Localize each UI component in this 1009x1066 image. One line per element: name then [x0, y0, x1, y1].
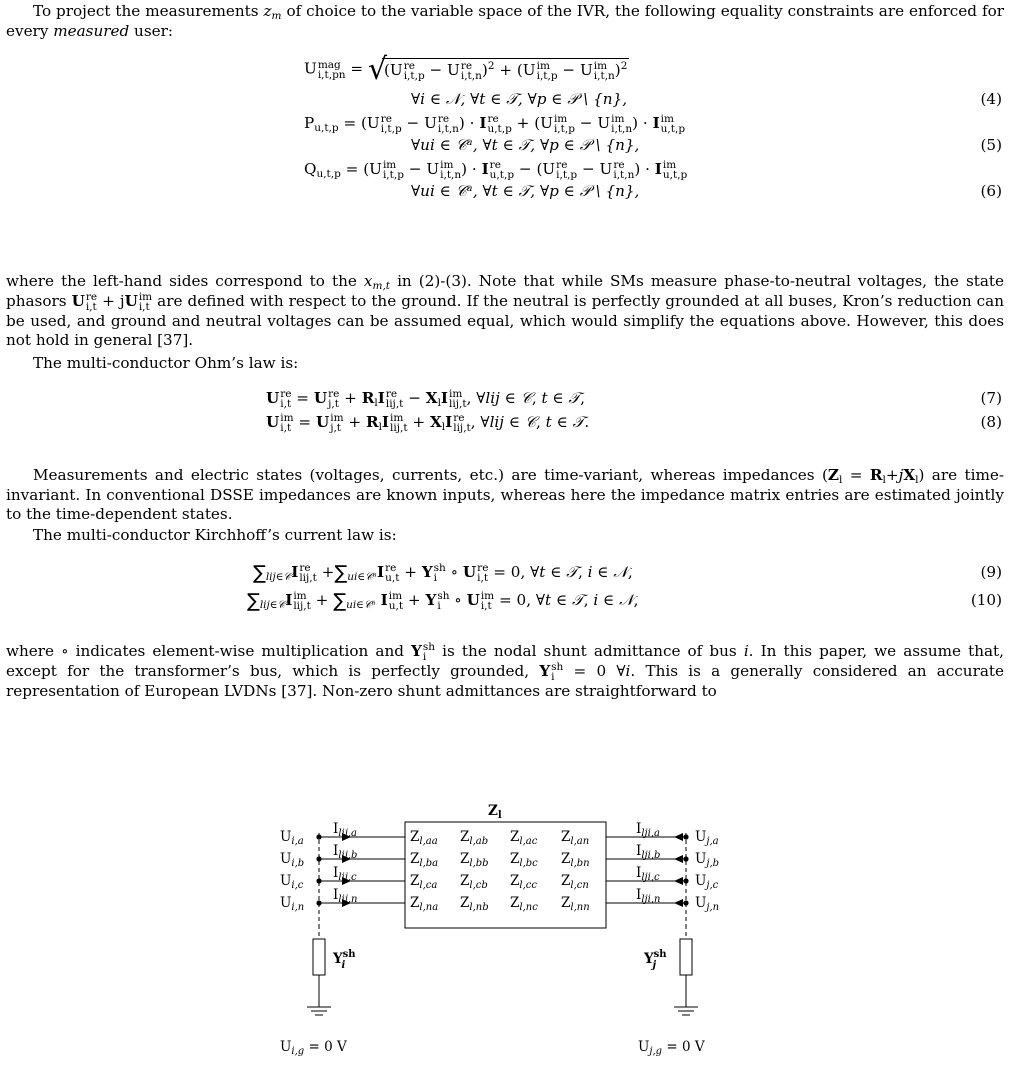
voltage-label: $U_{i,c}$	[280, 873, 304, 891]
voltage-label: $U_{i,n}$	[280, 895, 305, 913]
equation-10: $\sum_{lij\in 𝒞}I$ im lij,t + $\sum_{ui\in 𝒞ᵘ}$ I im u,t + Y sh i ∘ U im i,t = 0, ∀t ∈ 𝒯, i ∈ 𝒩, (10)	[247, 590, 1002, 612]
equation-block-kcl	[6, 563, 1004, 619]
equation-6-line1: $Q_{u,t,p} = (U$ im i,t,p − U im i,t,n ) · I re u,t,p − (U re i,t,p − U re i,t,n ) · I im u,t,p	[304, 159, 688, 181]
matrix-entry: $Z_{l,bc}$	[510, 851, 538, 869]
current-label: $I_{lji,b}$	[636, 843, 661, 861]
equation-number: (10)	[970, 591, 1002, 609]
shunt-admittance-label-i: $Y^{sh}$ i	[333, 949, 356, 971]
matrix-entry: $Z_{l,aa}$	[410, 829, 438, 847]
current-label: $I_{lji,n}$	[636, 887, 661, 905]
equation-6-line2: ∀ui ∈ 𝒞ᵘ, ∀t ∈ 𝒯, ∀p ∈ 𝒫 \ {n}, (6)	[411, 182, 1002, 200]
equation-4-line2: ∀i ∈ 𝒩, ∀t ∈ 𝒯, ∀p ∈ 𝒫 \ {n}, (4)	[411, 90, 1002, 108]
current-label: $I_{lij,b}$	[333, 843, 358, 861]
equation-5-line1: $P_{u,t,p} = (U$ re i,t,p − U re i,t,n ) · I re u,t,p + (U im i,t,p − U im i,t,n ) · I im u,t,p	[304, 113, 686, 135]
matrix-entry: $Z_{l,nb}$	[460, 895, 489, 913]
text-fragment: Measurements and electric states (voltages, currents, etc.) are time-variant, whereas impedances (	[33, 466, 828, 484]
equation-block-measurements	[6, 50, 1004, 204]
equation-number: (8)	[980, 413, 1002, 431]
matrix-entry: $Z_{l,an}$	[561, 829, 590, 847]
ground-voltage-label-j: $U_{j,g} = 0$ V	[638, 1039, 705, 1057]
text-fragment: . In this paper, we assume that, except for the transformer’s bus, which is perfectly grounded,	[6, 642, 1004, 680]
equation-block-ohms-law	[6, 389, 1004, 437]
matrix-entry: $Z_{l,bn}$	[561, 851, 590, 869]
text-fragment: To project the measurements	[33, 2, 264, 20]
shunt-admittance-label-j: $Y^{sh}$ j	[644, 949, 667, 971]
voltage-label: $U_{i,b}$	[280, 851, 305, 869]
bus-j-terminals	[606, 821, 719, 925]
text-fragment: in (2)-(3). Note that while SMs measure phase-to-neutral voltages, the state phasors	[6, 272, 1004, 310]
matrix-title: $Z_l$	[488, 803, 502, 821]
matrix-entry: $Z_{l,ac}$	[510, 829, 538, 847]
text-fragment: ) are time-invariant. In conventional DSSE impedances are known inputs, whereas here the impedance matrix entries are estimated jointly to the time-dependent states.	[6, 466, 1004, 524]
equation-number: (5)	[980, 136, 1002, 154]
current-arrow	[674, 877, 683, 885]
text-fragment: The multi-conductor Kirchhoff’s current law is:	[33, 526, 397, 544]
matrix-entry: $Z_{l,ba}$	[410, 851, 439, 869]
circuit-figure	[0, 797, 1009, 1060]
text-fragment: is the nodal shunt admittance of bus	[435, 642, 744, 660]
matrix-entry: $Z_{l,ca}$	[410, 873, 438, 891]
text-fragment: are defined with respect to the ground. If the neutral is perfectly grounded at all buses, Kron’s reduction can be used, and ground and neutral voltages can be assumed equal, which would simplify the equations above. However, this does not hold in general [37].	[6, 291, 1004, 350]
text-fragment: measured	[53, 21, 130, 40]
voltage-label: $U_{j,a}$	[695, 829, 719, 847]
text-fragment: of choice to the variable space of the IVR, the following equality constraints are enforced for every	[6, 2, 1004, 40]
matrix-entry: $Z_{l,cn}$	[561, 873, 589, 891]
equation-number: (7)	[980, 389, 1002, 407]
matrix-entry: $Z_{l,nn}$	[561, 895, 590, 913]
ground-voltage-label-i: $U_{i,g} = 0$ V	[280, 1039, 347, 1057]
current-label: $I_{lji,c}$	[636, 865, 660, 883]
text-fragment: The multi-conductor Ohm’s law is:	[33, 354, 299, 372]
matrix-entry: $Z_{l,bb}$	[460, 851, 489, 869]
line-model-diagram	[0, 797, 1009, 1060]
paragraph-shunt-admittance: where ∘ indicates element-wise multiplication and Y sh i is the nodal shunt admittance of bus i. In this paper, we assume that, except for the transformer’s bus, which is perfectly grounded, Y sh i = 0 ∀i. This is a generally considered an accurate representation of European LVDNs [37]. Non-zero shunt admittances are straightforward to	[6, 641, 1004, 700]
text-fragment: . This is a generally considered an accurate representation of European LVDNs [37]. Non-zero shunt admittances are straightforward to	[6, 662, 1004, 700]
shunt-branch-i	[307, 925, 331, 1015]
matrix-entry: $Z_{l,cc}$	[510, 873, 537, 891]
equation-number: (4)	[980, 90, 1002, 108]
voltage-label: $U_{j,c}$	[695, 873, 719, 891]
matrix-entry: $Z_{l,cb}$	[460, 873, 488, 891]
current-label: $I_{lij,a}$	[333, 821, 357, 839]
voltage-label: $U_{i,a}$	[280, 829, 304, 847]
paragraph-state-phasors: where the left-hand sides correspond to the $x_{m,t}$ in (2)-(3). Note that while SMs measure phase-to-neutral voltages, the state phasors U re i,t + jU im i,t are defined with respect to the ground. If the neutral is perfectly grounded at all buses, Kron’s reduction can be used, and ground and neutral voltages can be assumed equal, which would simplify the equations above. However, this does not hold in general [37].	[6, 272, 1004, 350]
voltage-label: $U_{j,b}$	[695, 851, 720, 869]
equation-number: (9)	[980, 563, 1002, 581]
equation-8: U im i,t = U im j,t + $R_lI$ im lij,t + $X_lI$ re lij,t , ∀lij ∈ 𝒞, t ∈ 𝒯. (8)	[266, 412, 1002, 434]
current-label: $I_{lij,c}$	[333, 865, 357, 883]
paragraph-measurement-projection: To project the measurements $z_m$ of choice to the variable space of the IVR, the following equality constraints are enforced for every measured user:	[6, 2, 1004, 40]
equation-4-line1: U mag i,t,pn = √ (U re i,t,p − U re i,t,n )$^2$ + (U im i,t,p − U im i,t,n )$^2$	[304, 52, 628, 87]
shunt-branch-j	[674, 925, 698, 1015]
equation-5-line2: ∀ui ∈ 𝒞ᵘ, ∀t ∈ 𝒯, ∀p ∈ 𝒫 \ {n}, (5)	[411, 136, 1002, 154]
matrix-entry: $Z_{l,nc}$	[510, 895, 538, 913]
voltage-label: $U_{j,n}$	[695, 895, 720, 913]
matrix-entry: $Z_{l,ab}$	[460, 829, 489, 847]
current-arrow	[674, 833, 683, 841]
paragraph-ohms-law-intro	[6, 354, 1004, 374]
impedance-matrix-cells	[410, 829, 590, 913]
equation-number: (6)	[980, 182, 1002, 200]
equation-9: $\sum_{lij\in 𝒞}I$ re lij,t $+\sum_{ui\in 𝒞ᵘ}I$ re u,t + Y sh i ∘ U re i,t = 0, ∀t ∈ 𝒯, i ∈ 𝒩, (9)	[253, 562, 1002, 584]
matrix-entry: $Z_{l,na}$	[410, 895, 439, 913]
current-label: $I_{lji,a}$	[636, 821, 660, 839]
paragraph-impedances: Measurements and electric states (voltages, currents, etc.) are time-variant, whereas impedances $(Z_l = R_l+jX_l)$ are time-invariant. In conventional DSSE impedances are known inputs, whereas here the impedance matrix entries are estimated jointly to the time-dependent states.	[6, 466, 1004, 524]
current-arrow	[674, 855, 683, 863]
current-arrow	[674, 899, 683, 907]
equation-7: U re i,t = U re j,t + $R_lI$ re lij,t − $X_lI$ im lij,t , ∀lij ∈ 𝒞, t ∈ 𝒯, (7)	[266, 388, 1002, 410]
text-fragment: where ∘ indicates element-wise multiplication and	[6, 642, 412, 660]
paragraph-kcl-intro	[6, 526, 1004, 546]
bus-i-terminals	[280, 821, 405, 925]
current-label: $I_{lij,n}$	[333, 887, 358, 905]
text-fragment: where the left-hand sides correspond to the	[6, 272, 364, 290]
text-fragment: user:	[129, 21, 174, 40]
